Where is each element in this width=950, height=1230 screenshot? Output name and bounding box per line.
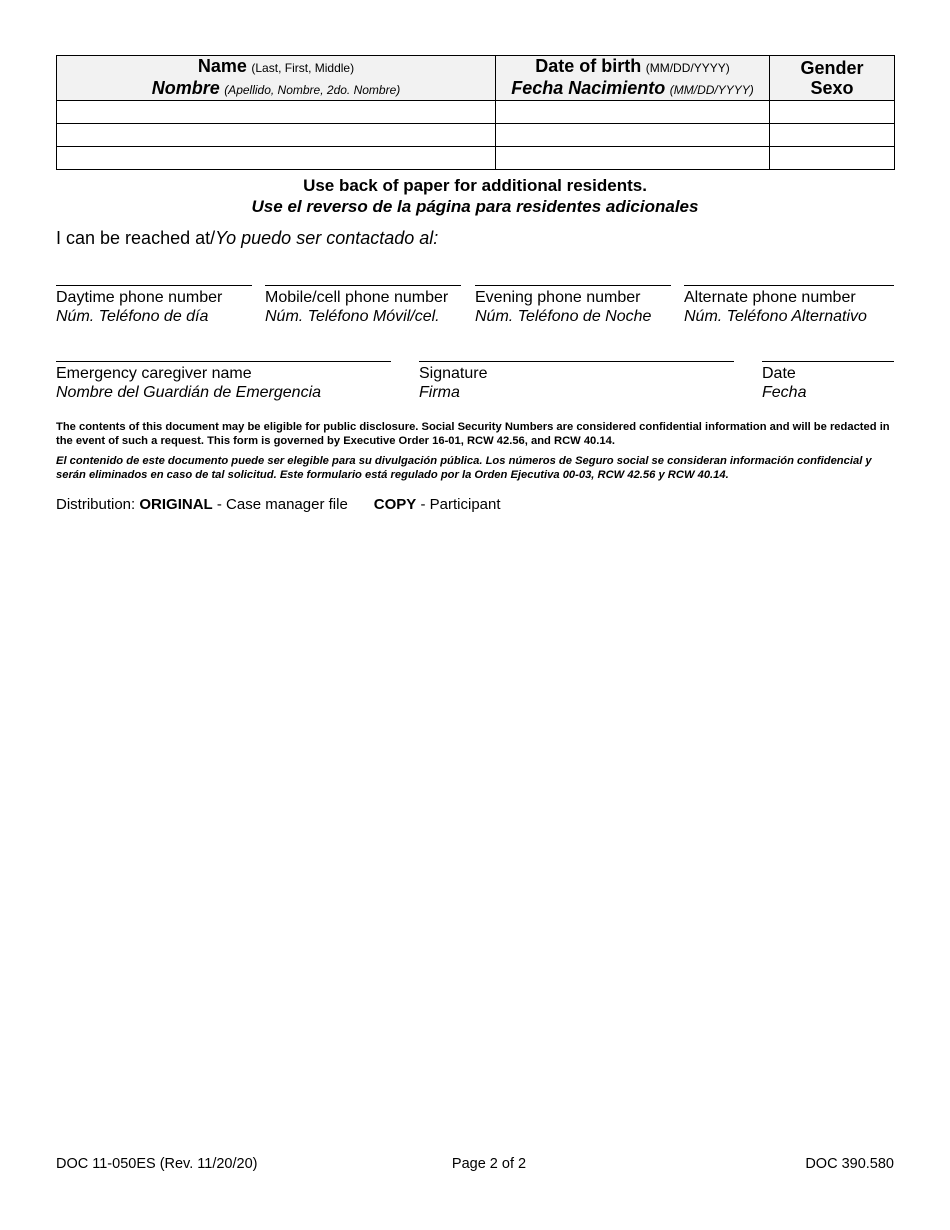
table-row xyxy=(57,147,895,170)
date-line[interactable] xyxy=(762,361,894,362)
dob-column-header xyxy=(496,56,770,101)
name-header-note-es: (Apellido, Nombre, 2do. Nombre) xyxy=(224,83,401,97)
table-row xyxy=(57,101,895,124)
disclosure-notice-es: El contenido de este documento puede ser elegible para su divulgación pública. Los números de Seguro social se consideran información confidencial y serán eliminados en caso de tal solicitud. Este formulario está regulado por la Orden Ejecutiva 00-03, RCW 42.56 y RCW 40.14. xyxy=(56,455,872,481)
mobile-phone-line[interactable] xyxy=(265,285,461,286)
distribution-copy-desc: - Participant xyxy=(420,496,501,513)
dob-cell[interactable] xyxy=(496,101,770,124)
disclosure-notice: The contents of this document may be eligible for public disclosure. Social Security Numbers are considered confidential information and will be redacted in the event of such a request. This form is governed by Executive Order 16-01, RCW 42.56, and RCW 40.14. xyxy=(56,421,890,447)
name-header-note: (Last, First, Middle) xyxy=(251,61,355,75)
dob-header-label: Date of birth xyxy=(535,56,642,76)
form-id: DOC 11-050ES (Rev. 11/20/20) xyxy=(56,1156,258,1172)
name-cell[interactable] xyxy=(57,124,496,147)
caregiver-name-line[interactable] xyxy=(56,361,391,362)
date-label-es: Fecha xyxy=(762,384,807,401)
gender-header-label: Gender xyxy=(800,58,864,78)
distribution-original-desc: - Case manager file xyxy=(216,496,348,513)
dob-header-label-es: Fecha Nacimiento xyxy=(511,78,666,98)
caregiver-name-field[interactable] xyxy=(56,361,391,402)
date-label: Date xyxy=(762,365,796,382)
gender-cell[interactable] xyxy=(770,101,895,124)
additional-residents-note-es: Use el reverso de la página para residentes adicionales xyxy=(251,197,699,216)
daytime-phone-label-es: Núm. Teléfono de día xyxy=(56,308,209,325)
signature-line[interactable] xyxy=(419,361,734,362)
evening-phone-line[interactable] xyxy=(475,285,671,286)
evening-phone-label-es: Núm. Teléfono de Noche xyxy=(475,308,652,325)
daytime-phone-label: Daytime phone number xyxy=(56,289,223,306)
dob-cell[interactable] xyxy=(496,124,770,147)
caregiver-name-label: Emergency caregiver name xyxy=(56,365,252,382)
name-header-label: Name xyxy=(197,56,247,76)
distribution-label: Distribution: xyxy=(56,496,136,513)
mobile-phone-field[interactable] xyxy=(265,285,461,326)
contact-intro xyxy=(56,228,438,249)
name-column-header xyxy=(57,56,496,101)
residents-table xyxy=(56,55,895,170)
alternate-phone-field[interactable] xyxy=(684,285,894,326)
signature-label: Signature xyxy=(419,365,488,382)
mobile-phone-label-es: Núm. Teléfono Móvil/cel. xyxy=(265,308,440,325)
table-header-row xyxy=(57,56,895,101)
dob-header-note: (MM/DD/YYYY) xyxy=(645,61,730,75)
evening-phone-field[interactable] xyxy=(475,285,671,326)
alternate-phone-label-es: Núm. Teléfono Alternativo xyxy=(684,308,867,325)
signature-label-es: Firma xyxy=(419,384,460,401)
dob-header-note-es: (MM/DD/YYYY) xyxy=(669,83,754,97)
distribution-line xyxy=(56,496,501,513)
daytime-phone-field[interactable] xyxy=(56,285,252,326)
contact-intro-es: Yo puedo ser contactado al: xyxy=(215,228,439,248)
additional-residents-note: Use back of paper for additional residents. xyxy=(303,176,647,195)
name-header-label-es: Nombre xyxy=(151,78,220,98)
name-cell[interactable] xyxy=(57,101,496,124)
table-row xyxy=(57,124,895,147)
mobile-phone-label: Mobile/cell phone number xyxy=(265,289,449,306)
signature-field[interactable] xyxy=(419,361,734,402)
alternate-phone-line[interactable] xyxy=(684,285,894,286)
contact-intro-en: I can be reached at/ xyxy=(56,228,216,248)
evening-phone-label: Evening phone number xyxy=(475,289,641,306)
date-field[interactable] xyxy=(762,361,894,402)
gender-column-header xyxy=(770,56,895,101)
distribution-original: ORIGINAL xyxy=(139,496,213,513)
policy-number: DOC 390.580 xyxy=(805,1156,894,1172)
daytime-phone-line[interactable] xyxy=(56,285,252,286)
name-cell[interactable] xyxy=(57,147,496,170)
page-number: Page 2 of 2 xyxy=(451,1156,527,1172)
gender-cell[interactable] xyxy=(770,124,895,147)
gender-header-label-es: Sexo xyxy=(810,78,854,98)
alternate-phone-label: Alternate phone number xyxy=(684,289,856,306)
caregiver-name-label-es: Nombre del Guardián de Emergencia xyxy=(56,384,322,401)
gender-cell[interactable] xyxy=(770,147,895,170)
dob-cell[interactable] xyxy=(496,147,770,170)
distribution-copy: COPY xyxy=(373,496,417,513)
